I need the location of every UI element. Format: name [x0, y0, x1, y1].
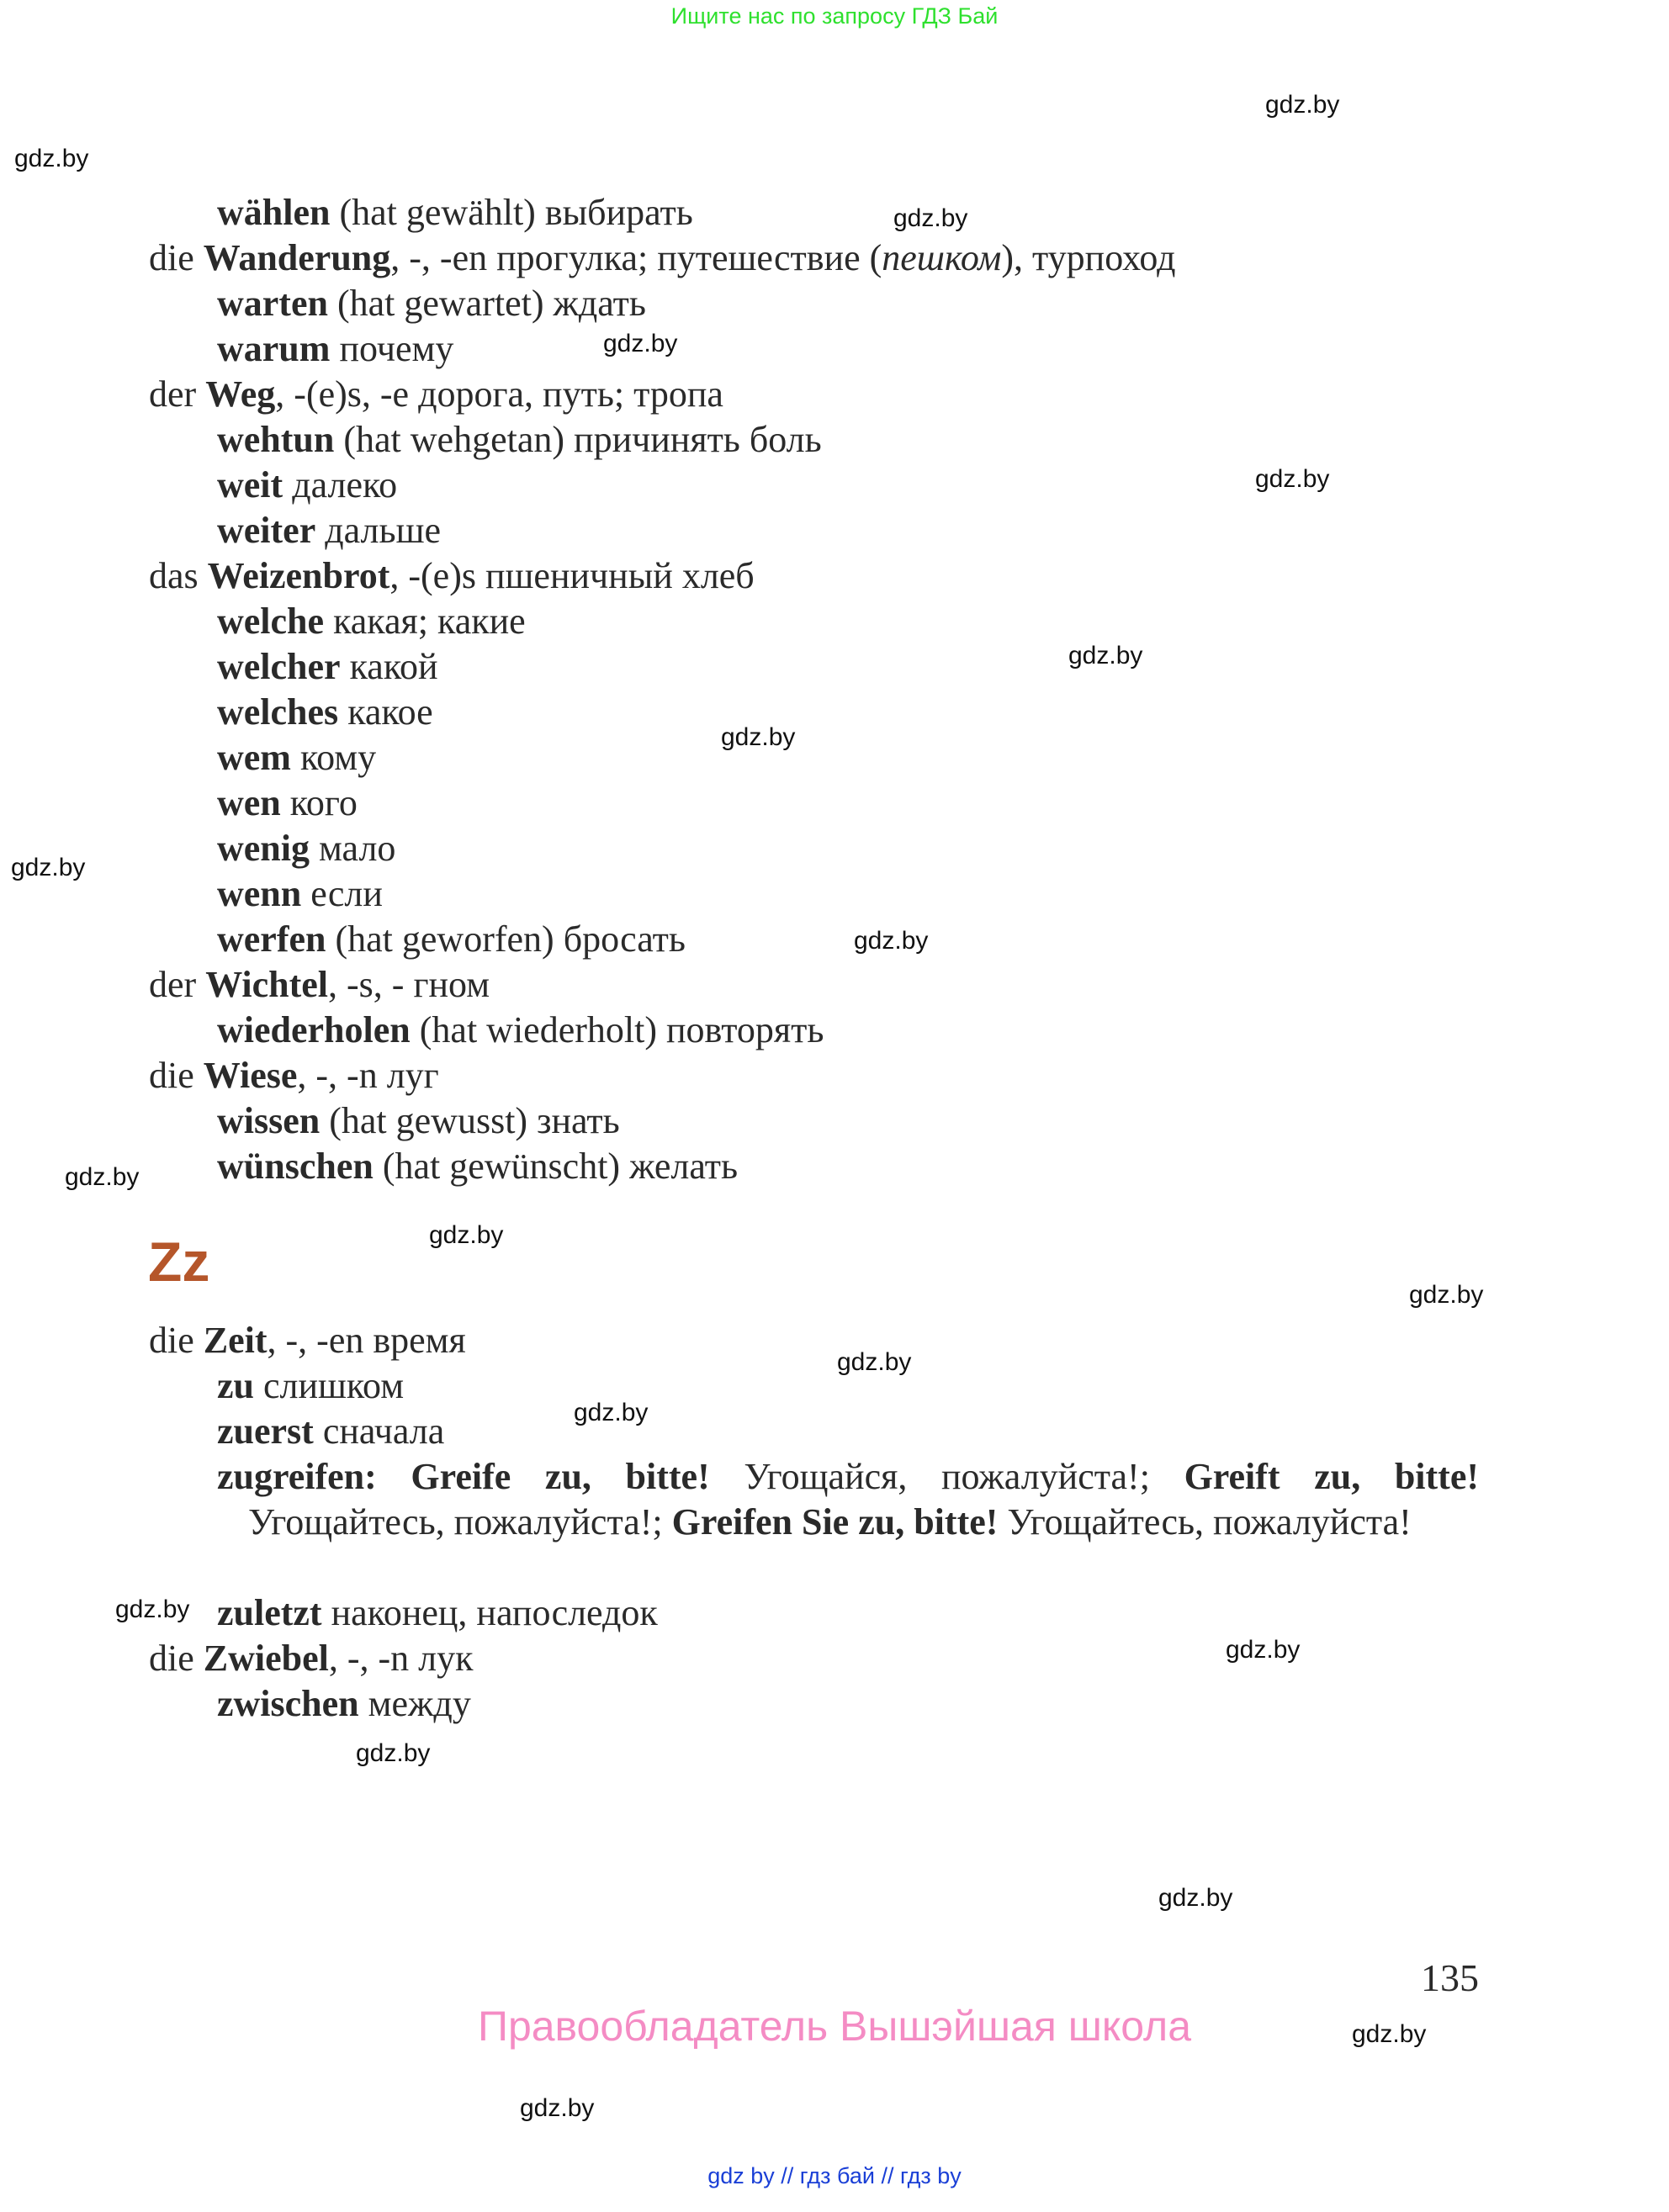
- headword: zuletzt: [217, 1592, 322, 1633]
- entry-text: если: [301, 873, 383, 914]
- dictionary-entry: [217, 1681, 471, 1727]
- dictionary-entry: [149, 962, 490, 1008]
- headword: Weg: [205, 373, 276, 415]
- headword: Wanderung: [203, 237, 391, 278]
- watermark-text: gdz.by: [1265, 91, 1340, 119]
- headword: zu: [217, 1365, 254, 1406]
- entry-text: (hat gewartet) ждать: [327, 283, 646, 324]
- headword: welcher: [217, 646, 341, 687]
- dictionary-entry: [217, 599, 526, 644]
- entry-text: , -, -en прогулка; путешествие (: [390, 237, 882, 278]
- watermark-text: gdz.by: [1409, 1281, 1484, 1309]
- entry-text: die: [149, 1638, 204, 1679]
- watermark-text: gdz.by: [1226, 1636, 1301, 1664]
- watermark-text: gdz.by: [837, 1348, 912, 1376]
- headword: wenig: [217, 828, 310, 869]
- watermark-text: gdz.by: [115, 1595, 190, 1623]
- entry-text: , -(e)s, -e дорога, путь; тропа: [275, 373, 723, 415]
- entry-text: какая; какие: [324, 601, 526, 642]
- entry-text: , -, -en время: [267, 1320, 466, 1361]
- headword: zugreifen: Greife zu, bitte!: [217, 1456, 710, 1497]
- entry-text: какое: [338, 691, 433, 733]
- watermark-text: gdz.by: [721, 723, 796, 751]
- entry-text: кому: [290, 737, 377, 778]
- entry-text: Угощайтесь, пожалуйста!;: [248, 1501, 672, 1543]
- dictionary-entry: [217, 781, 358, 826]
- dictionary-entry: [149, 553, 755, 599]
- headword: wenn: [217, 873, 302, 914]
- dictionary-entry: [217, 917, 686, 962]
- headword: wem: [217, 737, 291, 778]
- entry-text: (hat geworfen) бросать: [326, 918, 686, 960]
- dictionary-entry: [149, 372, 723, 417]
- headword: warten: [217, 283, 328, 324]
- watermark-text: gdz.by: [1158, 1884, 1233, 1912]
- entry-text: Угощайтесь, пожалуйста!: [998, 1501, 1412, 1543]
- headword: weit: [217, 464, 283, 505]
- headword: warum: [217, 328, 331, 369]
- watermark-text: gdz.by: [65, 1163, 140, 1191]
- footer-links[interactable]: gdz by // гдз бай // гдз by: [707, 2163, 962, 2188]
- headword: Weizenbrot: [207, 555, 390, 596]
- entry-text: дальше: [315, 510, 441, 551]
- dictionary-entry: [217, 1144, 738, 1189]
- watermark-text: gdz.by: [11, 854, 86, 881]
- headword: Wichtel: [205, 964, 329, 1005]
- headword: zuerst: [217, 1410, 314, 1452]
- headword: werfen: [217, 918, 326, 960]
- entry-zugreifen: [217, 1454, 1479, 1545]
- watermark-text: gdz.by: [854, 927, 929, 955]
- headword: wehtun: [217, 419, 335, 460]
- headword: welches: [217, 691, 339, 733]
- entry-text: почему: [330, 328, 454, 369]
- entry-text: ), турпоход: [1001, 237, 1176, 278]
- watermark-text: gdz.by: [574, 1399, 649, 1426]
- dictionary-entry: [149, 235, 1176, 281]
- entry-text: (hat wehgetan) причинять боль: [334, 419, 822, 460]
- dictionary-entry: [217, 871, 383, 917]
- entry-text: die: [149, 1320, 204, 1361]
- entry-text: наконец, напоследок: [321, 1592, 658, 1633]
- entry-text: пешком: [882, 237, 1002, 278]
- dictionary-entry: [217, 326, 453, 372]
- dictionary-entry: [217, 1098, 620, 1144]
- entry-text: das: [149, 555, 208, 596]
- watermark-text: gdz.by: [356, 1739, 431, 1767]
- dictionary-entry: [149, 1636, 474, 1681]
- entry-text: , -s, - гном: [328, 964, 490, 1005]
- entry-text: между: [358, 1683, 471, 1724]
- watermark-text: gdz.by: [14, 145, 89, 172]
- watermark-text: gdz.by: [1352, 2020, 1427, 2048]
- entry-text: (hat wiederholt) повторять: [410, 1009, 824, 1050]
- entry-text: (hat gewählt) выбирать: [330, 192, 693, 233]
- dictionary-entry: [149, 1053, 439, 1098]
- headword: wen: [217, 782, 281, 823]
- entry-text: (hat gewünscht) желать: [373, 1146, 739, 1187]
- watermark-text: gdz.by: [1068, 642, 1143, 669]
- entry-text: сначала: [313, 1410, 445, 1452]
- dictionary-entry: [217, 417, 822, 463]
- dictionary-entry: [217, 508, 441, 553]
- entry-text: какой: [340, 646, 438, 687]
- dictionary-entry: [217, 826, 395, 871]
- watermark-text: gdz.by: [1255, 465, 1330, 493]
- dictionary-entry: [217, 735, 376, 781]
- dictionary-entry: [149, 1318, 466, 1363]
- headword: Greift zu, bitte!: [1184, 1456, 1480, 1497]
- watermark-text: gdz.by: [893, 204, 968, 232]
- headword: wünschen: [217, 1146, 374, 1187]
- entry-text: der: [149, 964, 206, 1005]
- dictionary-entry: [217, 463, 397, 508]
- entry-text: Угощайся, пожалуйста!;: [709, 1456, 1184, 1497]
- dictionary-entry: [217, 1409, 444, 1454]
- headword: Wiese: [203, 1055, 298, 1096]
- page-number: 135: [1421, 1956, 1479, 1999]
- headword: Zeit: [203, 1320, 268, 1361]
- entry-text: die: [149, 1055, 204, 1096]
- entry-text: далеко: [283, 464, 398, 505]
- entry-text: кого: [280, 782, 358, 823]
- dictionary-entry: [217, 281, 646, 326]
- dictionary-entry: [217, 690, 433, 735]
- headword: wählen: [217, 192, 331, 233]
- watermark-text: gdz.by: [429, 1221, 504, 1249]
- headword: Greifen Sie zu, bitte!: [671, 1501, 999, 1543]
- dictionary-entry: [217, 1008, 824, 1053]
- headword: weiter: [217, 510, 316, 551]
- entry-text: , -(e)s пшеничный хлеб: [389, 555, 755, 596]
- dictionary-entry: [217, 644, 438, 690]
- headword: wissen: [217, 1100, 321, 1141]
- entry-text: (hat gewusst) знать: [320, 1100, 620, 1141]
- letter-heading-z: Zz: [148, 1230, 210, 1293]
- dictionary-entry: [217, 1363, 404, 1409]
- headword: zwischen: [217, 1683, 359, 1724]
- copyright-notice: Правообладатель Вышэйшая школа: [478, 2003, 1191, 2050]
- entry-text: мало: [310, 828, 396, 869]
- entry-text: слишком: [254, 1365, 405, 1406]
- headword: Zwiebel: [203, 1638, 329, 1679]
- watermark-text: gdz.by: [520, 2094, 595, 2122]
- entry-text: der: [149, 373, 206, 415]
- entry-text: die: [149, 237, 204, 278]
- entry-text: , -, -n луг: [297, 1055, 439, 1096]
- headword: wiederholen: [217, 1009, 411, 1050]
- watermark-text: gdz.by: [603, 330, 678, 357]
- entry-text: , -, -n лук: [328, 1638, 474, 1679]
- dictionary-entry: [217, 1590, 658, 1636]
- search-hint-banner: Ищите нас по запросу ГДЗ Бай: [670, 3, 999, 29]
- headword: welche: [217, 601, 325, 642]
- dictionary-entry: [217, 190, 693, 235]
